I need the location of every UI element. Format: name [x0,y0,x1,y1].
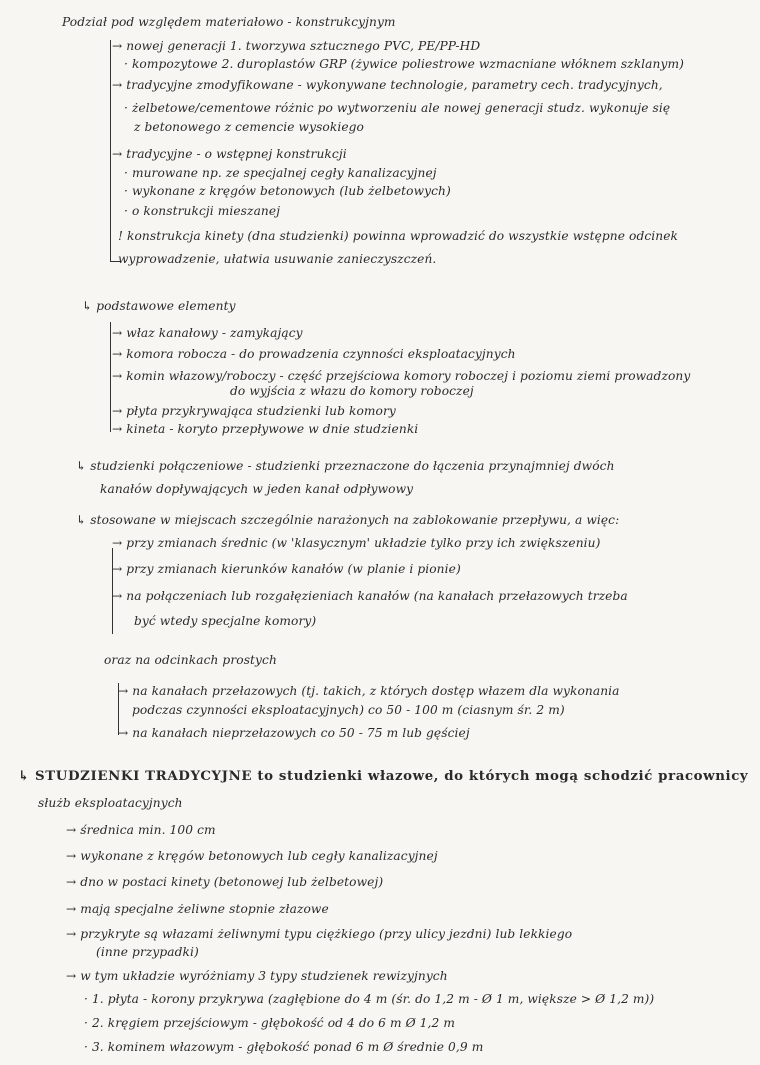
note-line-06: z betonowego z cemencie wysokiego [134,120,364,134]
note-line-42: · 3. kominem włazowym - głębokość ponad 6 m Ø średnie 0,9 m [84,1040,484,1054]
note-line-08: · murowane np. ze specjalnej cegły kanalizacyjnej [124,166,437,180]
note-line-02: → nowej generacji 1. tworzywa sztucznego PVC, PE/PP-HD [112,39,481,53]
note-line-40: · 1. płyta - korony przykrywa (zagłębione do 4 m (śr. do 1,2 m - Ø 1 m, większe > Ø 1,2 m)) [84,992,655,1006]
note-line-20: ↳ studzienki połączeniowe - studzienki przeznaczone do łączenia przynajmniej dwóch [76,459,615,473]
note-line-18: → płyta przykrywająca studzienki lub komory [112,404,396,418]
note-line-35: → dno w postaci kinety (betonowej lub żelbetowej) [66,875,384,889]
note-line-19: → kineta - koryto przepływowe w dnie studzienki [112,422,419,436]
note-line-33: → średnica min. 100 cm [66,823,216,837]
note-line-26: być wtedy specjalne komory) [134,614,317,628]
note-line-12: wyprowadzenie, ułatwia usuwanie zanieczyszczeń. [118,252,437,266]
note-line-09: · wykonane z kręgów betonowych (lub żelbetowych) [124,184,451,198]
note-line-17: do wyjścia z włazu do komory roboczej [230,384,474,398]
note-line-01: Podział pod względem materiałowo - konstrukcyjnym [62,15,396,29]
note-line-04: → tradycyjne zmodyfikowane - wykonywane technologie, parametry cech. tradycyjnych, [112,78,663,92]
note-line-30: → na kanałach nieprzełazowych co 50 - 75 m lub gęściej [118,726,470,740]
note-line-03: · kompozytowe 2. duroplastów GRP (żywice poliestrowe wzmacniane włóknem szklanym) [124,57,684,71]
note-line-41: · 2. kręgiem przejściowym - głębokość od 4 do 6 m Ø 1,2 m [84,1016,455,1030]
note-line-05: · żelbetowe/cementowe różnic po wytworzeniu ale nowej generacji studz. wykonuje się [124,101,671,115]
note-line-10: · o konstrukcji mieszanej [124,204,281,218]
note-line-37: → przykryte są włazami żeliwnymi typu ciężkiego (przy ulicy jezdni) lub lekkiego [66,927,573,941]
note-line-24: → przy zmianach kierunków kanałów (w planie i pionie) [112,562,461,576]
note-line-27: oraz na odcinkach prostych [104,653,277,667]
note-line-34: → wykonane z kręgów betonowych lub cegły kanalizacyjnej [66,849,438,863]
section-bracket-2 [110,322,111,432]
note-line-38: (inne przypadki) [96,945,199,959]
section-bracket-1 [110,40,111,262]
note-line-31: ↳ STUDZIENKI TRADYCYJNE to studzienki włazowe, do których mogą schodzić pracownicy [18,768,749,784]
note-line-15: → komora robocza - do prowadzenia czynności eksploatacyjnych [112,347,516,361]
note-line-22: ↳ stosowane w miejscach szczególnie narażonych na zablokowanie przepływu, a więc: [76,513,620,527]
note-line-07: → tradycyjne - o wstępnej konstrukcji [112,147,347,161]
note-line-23: → przy zmianach średnic (w 'klasycznym' układzie tylko przy ich zwiększeniu) [112,536,601,550]
note-line-11: ! konstrukcja kinety (dna studzienki) powinna wprowadzić do wszystkie wstępne odcinek [118,229,679,243]
note-line-39: → w tym układzie wyróżniamy 3 typy studzienek rewizyjnych [66,969,448,983]
note-line-28: → na kanałach przełazowych (tj. takich, z których dostęp włazem dla wykonania [118,684,620,698]
note-line-13: ↳ podstawowe elementy [82,299,236,313]
note-line-36: → mają specjalne żeliwne stopnie złazowe [66,902,329,916]
note-line-32: służb eksploatacyjnych [38,796,183,810]
note-line-14: → właz kanałowy - zamykający [112,326,303,340]
note-line-29: podczas czynności eksploatacyjnych) co 50 - 100 m (ciasnym śr. 2 m) [132,703,565,717]
note-line-21: kanałów dopływających w jeden kanał odpływowy [100,482,414,496]
note-line-25: → na połączeniach lub rozgałęzieniach kanałów (na kanałach przełazowych trzeba [112,589,628,603]
note-line-16: → komin włazowy/roboczy - część przejściowa komory roboczej i poziomu ziemi prowadzony [112,369,691,383]
